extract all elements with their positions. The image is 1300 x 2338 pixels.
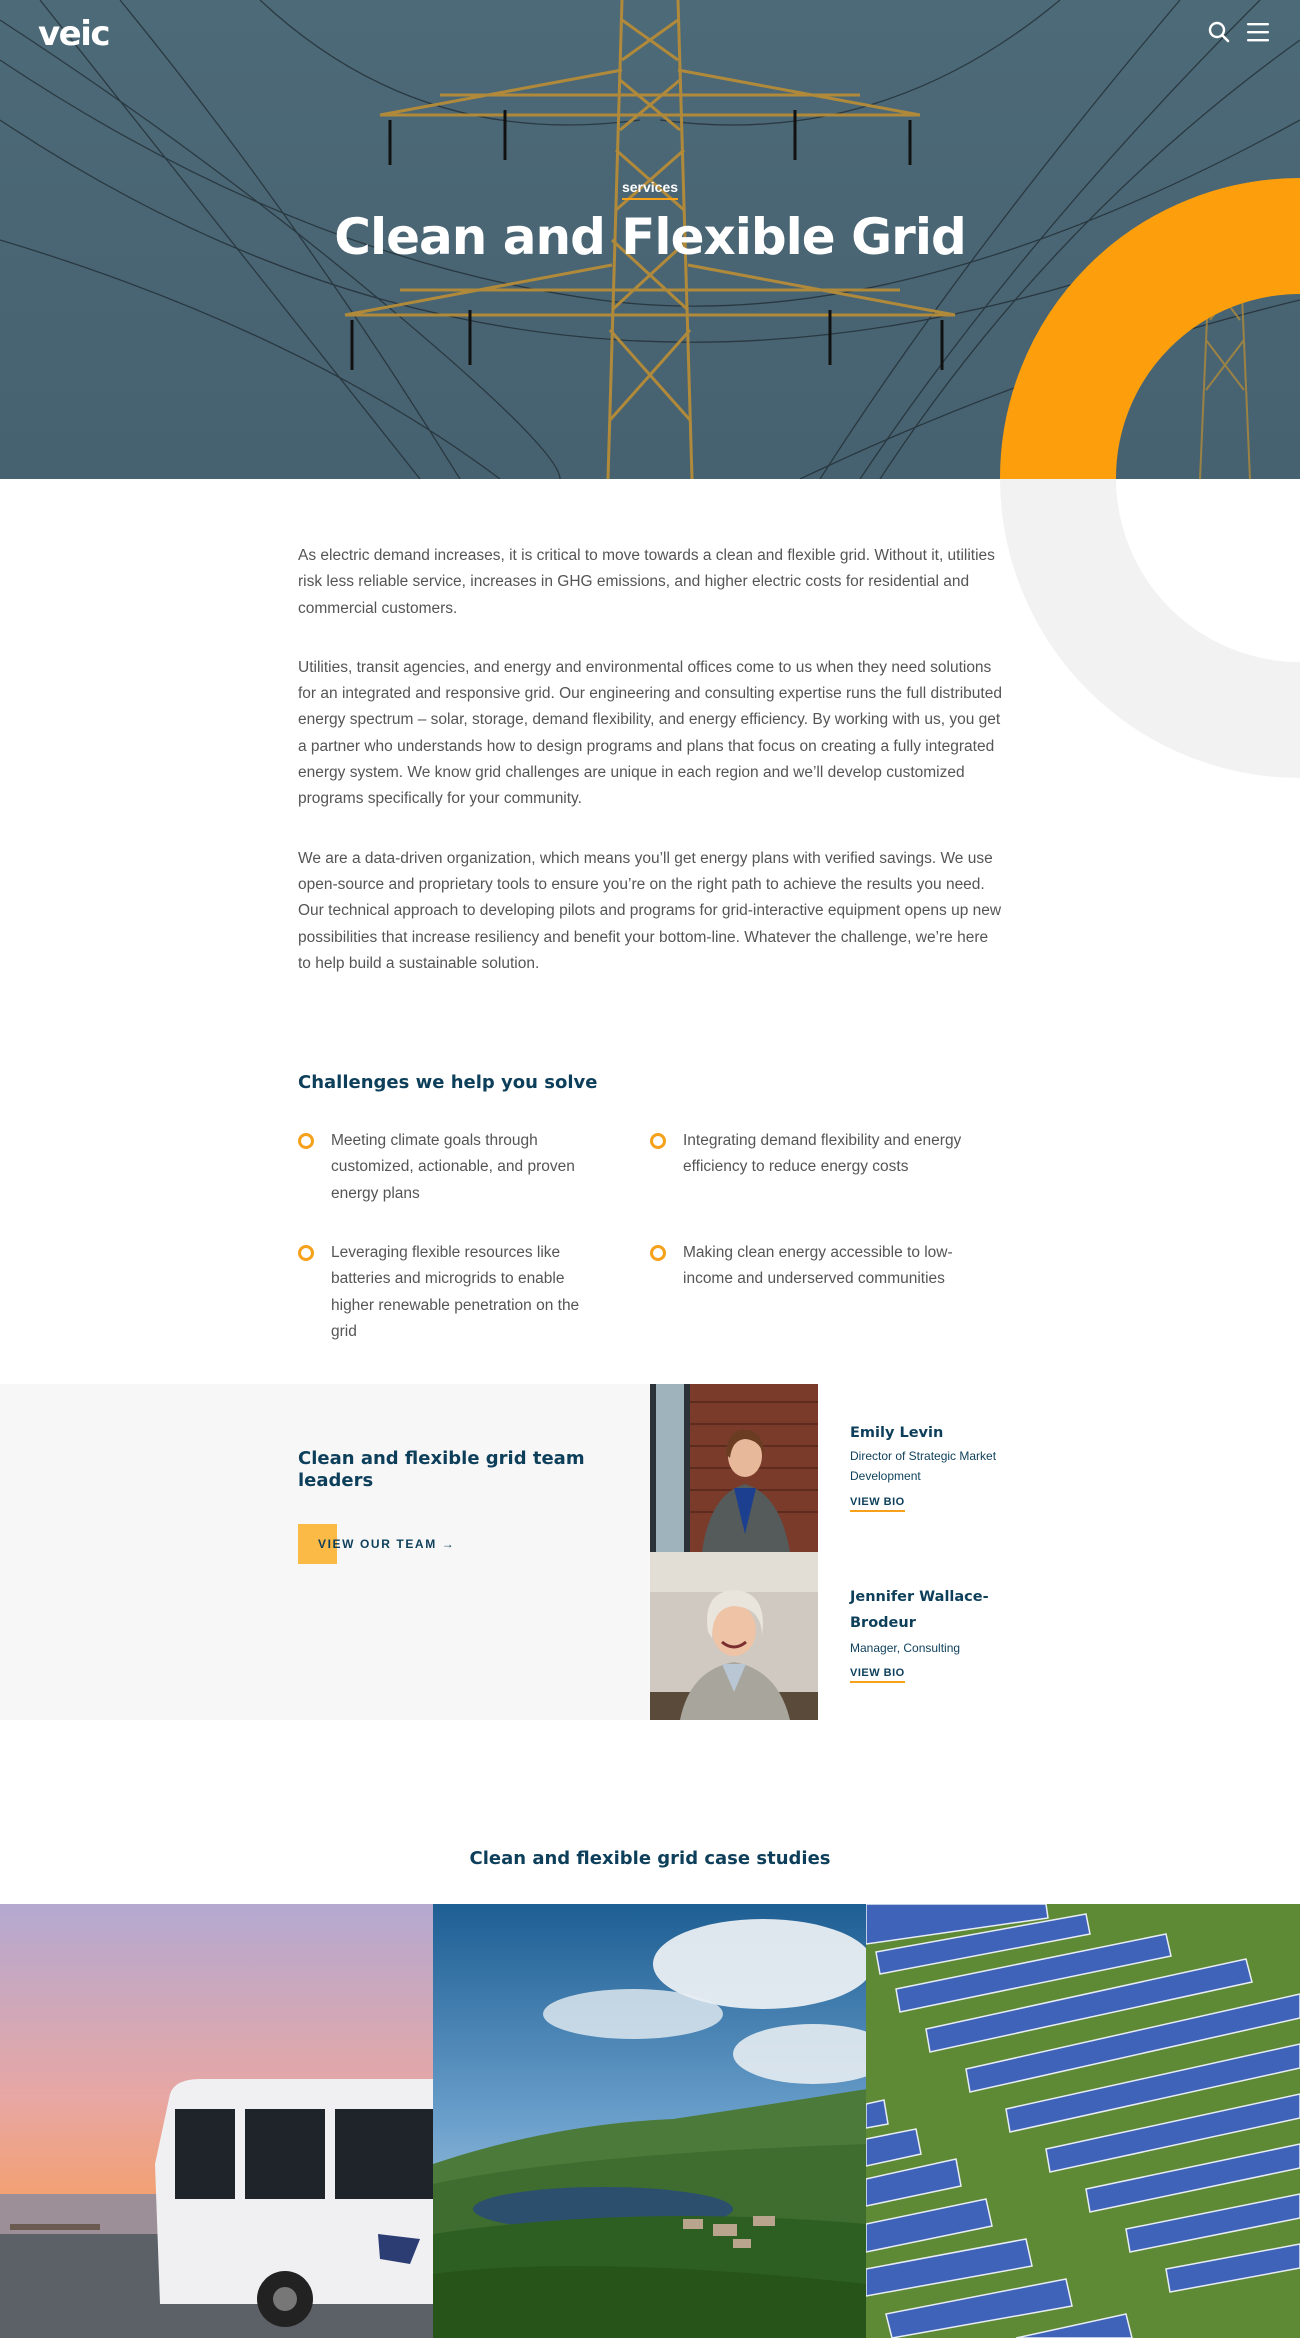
intro-paragraph: As electric demand increases, it is critical to move towards a clean and flexible grid. Without it, utilities risk less reliable service, increases in GHG emissions, and higher electric costs for residential and commercial customers.: [298, 547, 995, 617]
case-study-card-solar[interactable]: [866, 1904, 1300, 2338]
hero-banner: [0, 0, 1300, 479]
jennifer-wallace-brodeur-photo[interactable]: [650, 1552, 818, 1720]
jennifer-wallace-brodeur-view-bio-link[interactable]: VIEW BIO: [850, 1667, 905, 1683]
challenges-heading: Challenges we help you solve: [298, 1072, 598, 1093]
person-role: Director of Strategic Market Development: [850, 1449, 997, 1483]
case-studies-heading: Clean and flexible grid case studies: [469, 1848, 831, 1869]
case-study-card-valley[interactable]: [433, 1904, 867, 2338]
challenge-item: Leveraging flexible resources like batteries and microgrids to enable higher renewable penetration on the grid: [298, 1240, 608, 1345]
challenge-item: Integrating demand flexibility and energy efficiency to reduce energy costs: [650, 1128, 1000, 1181]
person-name: Jennifer Wallace-Brodeur: [850, 1589, 989, 1631]
intro-paragraph: Utilities, transit agencies, and energy and environmental offices come to us when they need solutions for an integrated and responsive grid. Our engineering and consulting expertise runs the full distributed energy spectrum – solar, storage, demand flexibility, and energy efficiency. By working with us, you get a partner who understands how to design programs and plans that focus on creating a fully integrated energy system. We know grid challenges are unique in each region and we’ll develop customized programs specifically for your community.: [298, 658, 1002, 808]
emily-levin-view-bio-link[interactable]: VIEW BIO: [850, 1496, 905, 1512]
veic-logo[interactable]: veic: [38, 14, 110, 54]
person-name: Emily Levin: [850, 1425, 944, 1441]
case-study-card-bus[interactable]: [0, 1904, 434, 2338]
circle-bullet-icon: [298, 1245, 314, 1261]
page-title: Clean and Flexible Grid: [334, 208, 966, 266]
team-heading: Clean and flexible grid team leaders: [298, 1448, 585, 1491]
challenge-item: Making clean energy accessible to low-income and underserved communities: [650, 1240, 1000, 1293]
circle-bullet-icon: [650, 1245, 666, 1261]
intro-paragraph: We are a data-driven organization, which means you’ll get energy plans with verified savings. We use open-source and proprietary tools to ensure you’re on the right path to achieve the results you need. Our technical approach to developing pilots and programs for grid-interactive equipment opens up new possibilities that increase resiliency and benefit your bottom-line. Whatever the challenge, we’re here to help build a sustainable solution.: [298, 849, 1002, 972]
search-icon[interactable]: [1207, 20, 1231, 44]
hamburger-menu-icon[interactable]: [1246, 20, 1270, 44]
bus-photo: [0, 1904, 434, 2338]
challenge-item: Meeting climate goals through customized, actionable, and proven energy plans: [298, 1128, 608, 1207]
person-role: Manager, Consulting: [850, 1641, 961, 1655]
hero-kicker: services: [0, 179, 1300, 197]
intro-text: [298, 543, 1004, 1010]
circle-bullet-icon: [298, 1133, 314, 1149]
team-leaders-section: Clean and flexible grid team leaders VIEW OUR TEAM → Emily Levin Director of Strategic Market Development VIEW BIO Jennifer Wallace-Brodeur Manager, Consulting VIEW BIO: [0, 1384, 1300, 1720]
valley-lake-photo: [433, 1904, 867, 2338]
circle-bullet-icon: [650, 1133, 666, 1149]
solar-farm-photo: [866, 1904, 1300, 2338]
emily-levin-photo[interactable]: [650, 1384, 818, 1552]
